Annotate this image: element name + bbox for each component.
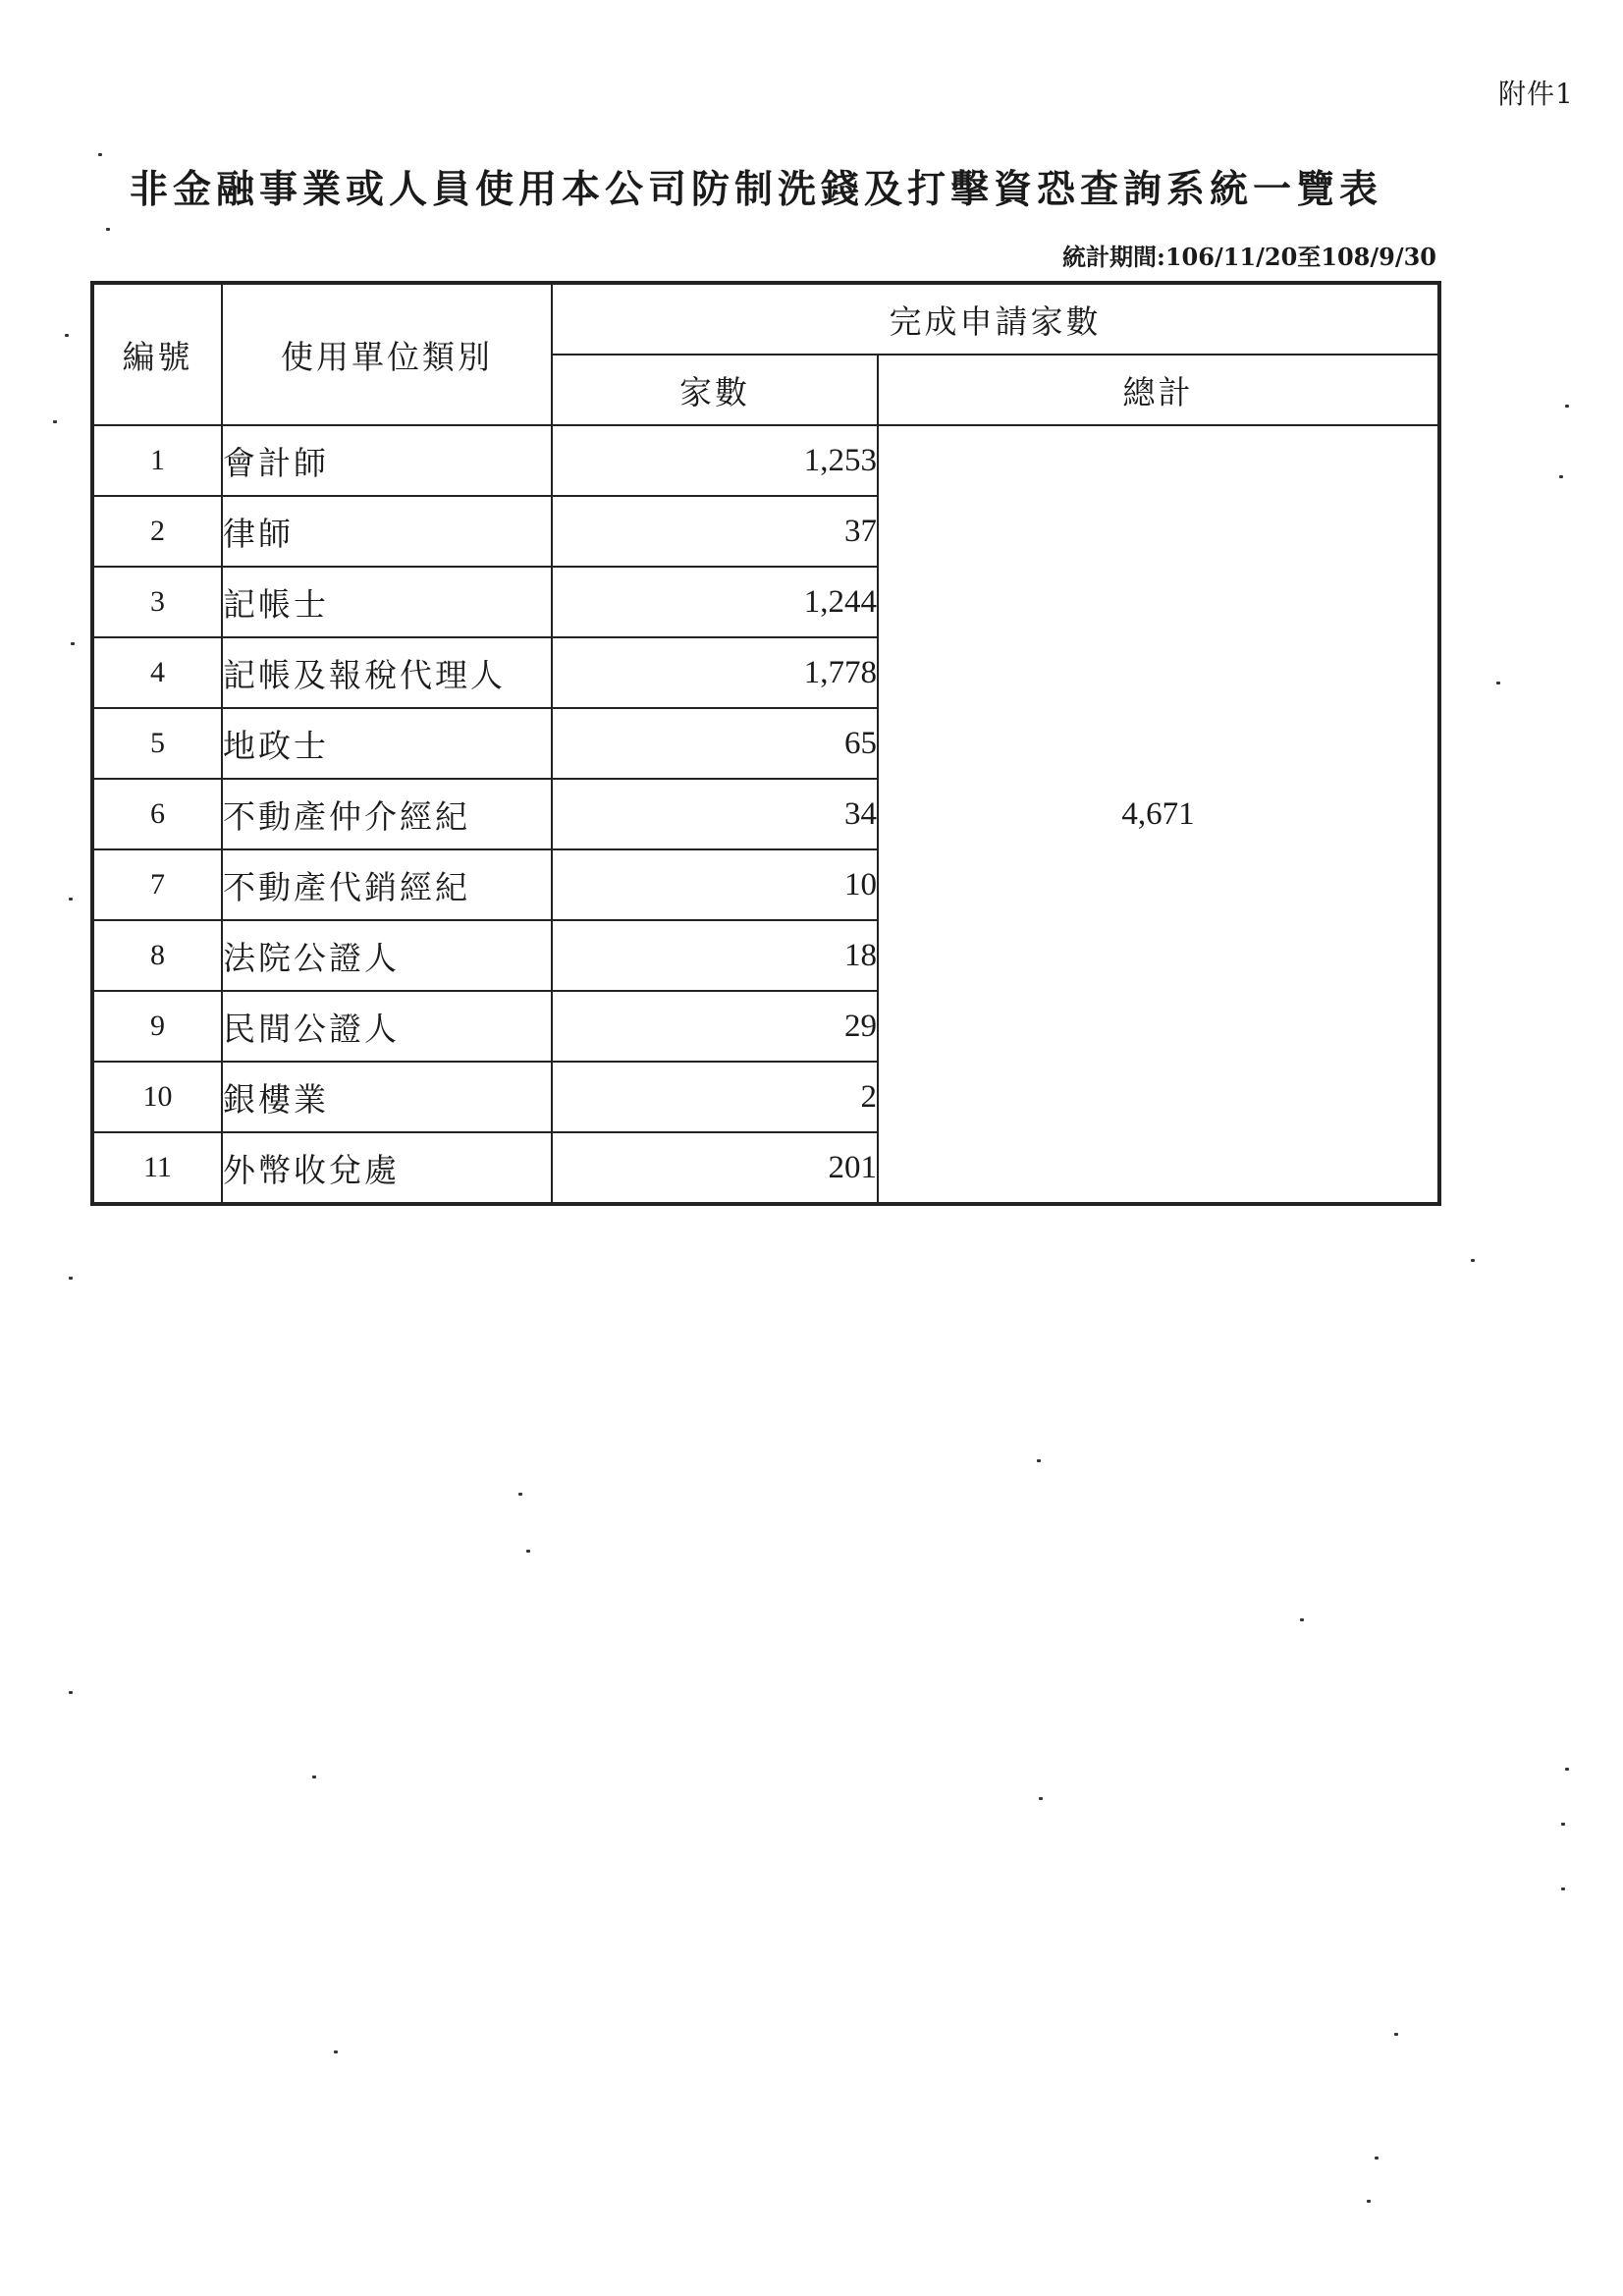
row-category: 記帳及報稅代理人 (222, 637, 552, 708)
row-count: 37 (552, 496, 878, 567)
row-count: 34 (552, 779, 878, 849)
statistics-period: 統計期間:106/11/20至108/9/30 (1061, 243, 1436, 271)
scan-speck (334, 2050, 338, 2053)
row-count: 1,244 (552, 567, 878, 637)
row-category: 民間公證人 (222, 991, 552, 1062)
count-header: 家數 (552, 355, 878, 425)
scan-speck (526, 1550, 530, 1553)
row-category: 記帳士 (222, 567, 552, 637)
scan-speck (71, 642, 75, 645)
grand-total: 4,671 (878, 425, 1439, 1204)
scan-speck (98, 153, 102, 156)
scan-speck (1565, 405, 1569, 408)
row-category: 地政士 (222, 708, 552, 779)
row-index: 10 (92, 1062, 222, 1132)
row-count: 1,253 (552, 425, 878, 496)
row-index: 9 (92, 991, 222, 1062)
row-category: 不動產仲介經紀 (222, 779, 552, 849)
scan-speck (1039, 1797, 1043, 1800)
row-index: 4 (92, 637, 222, 708)
scan-speck (106, 228, 110, 231)
row-category: 法院公證人 (222, 920, 552, 991)
scan-speck (65, 334, 69, 337)
row-index: 7 (92, 849, 222, 920)
scan-speck (1471, 1259, 1475, 1262)
row-count: 2 (552, 1062, 878, 1132)
row-count: 201 (552, 1132, 878, 1204)
row-category: 律師 (222, 496, 552, 567)
scan-speck (1559, 475, 1563, 478)
row-index: 6 (92, 779, 222, 849)
row-category: 銀樓業 (222, 1062, 552, 1132)
document-title: 非金融事業或人員使用本公司防制洗錢及打擊資恐查詢系統一覽表 (130, 167, 1383, 212)
row-index: 8 (92, 920, 222, 991)
scan-speck (69, 898, 73, 901)
row-count: 18 (552, 920, 878, 991)
row-index: 3 (92, 567, 222, 637)
row-count: 10 (552, 849, 878, 920)
row-category: 會計師 (222, 425, 552, 496)
scan-speck (1375, 2157, 1379, 2159)
scan-speck (1496, 682, 1500, 684)
scan-speck (1300, 1618, 1304, 1621)
scan-speck (1565, 1768, 1569, 1771)
scan-speck (518, 1493, 522, 1496)
scan-speck (69, 1691, 73, 1694)
table-row (92, 425, 1439, 496)
scan-speck (1367, 2200, 1371, 2203)
scan-speck (312, 1776, 316, 1778)
scan-speck (53, 420, 57, 423)
row-category: 外幣收兌處 (222, 1132, 552, 1204)
usage-table (90, 281, 1441, 1206)
row-index: 1 (92, 425, 222, 496)
row-index: 5 (92, 708, 222, 779)
row-category: 不動產代銷經紀 (222, 849, 552, 920)
row-count: 1,778 (552, 637, 878, 708)
row-count: 65 (552, 708, 878, 779)
attachment-label: 附件1 (1498, 78, 1574, 110)
row-index: 2 (92, 496, 222, 567)
row-count: 29 (552, 991, 878, 1062)
scan-speck (1561, 1823, 1565, 1826)
row-index: 11 (92, 1132, 222, 1204)
total-header: 總計 (878, 355, 1439, 425)
scan-speck (69, 1277, 73, 1280)
index-header: 編號 (92, 283, 222, 425)
applications-header: 完成申請家數 (552, 283, 1439, 355)
scan-speck (1394, 2033, 1398, 2036)
scan-speck (1561, 1887, 1565, 1890)
scan-speck (1037, 1459, 1041, 1462)
category-header: 使用單位類別 (222, 283, 552, 425)
